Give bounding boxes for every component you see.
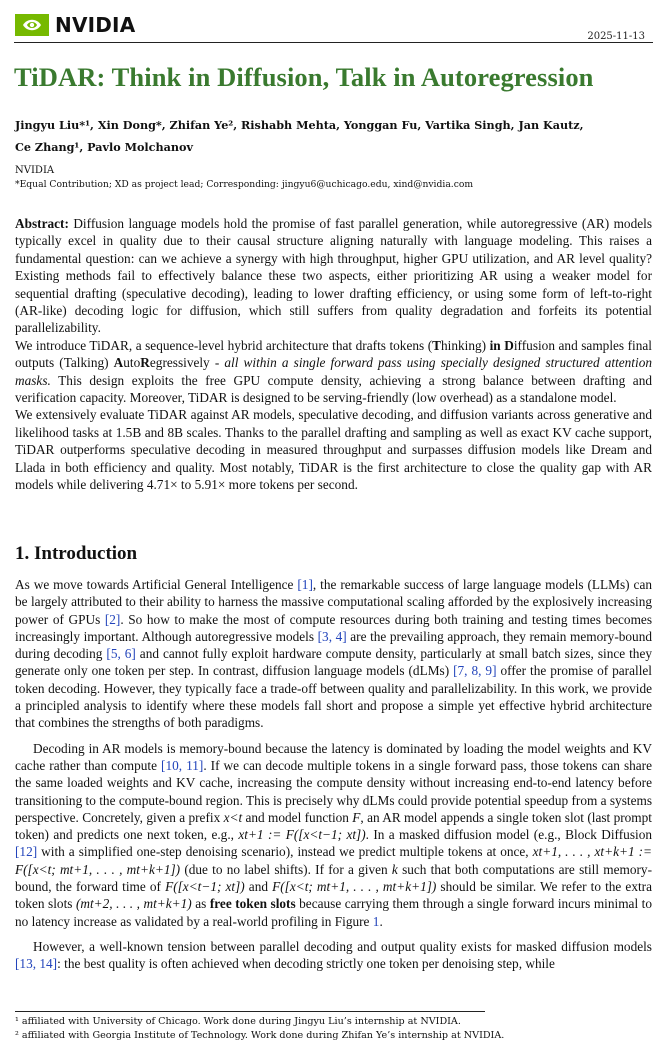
abstract-T: T [432, 337, 442, 353]
intro-text: as [191, 896, 210, 912]
citation-link[interactable]: [13, 14] [15, 956, 58, 972]
authors-line-2: Ce Zhang¹, Pavlo Molchanov [15, 140, 193, 154]
citation-link[interactable]: [10, 11] [161, 757, 204, 773]
brand-wordmark: NVIDIA [55, 13, 136, 37]
publication-date: 2025-11-13 [587, 31, 645, 42]
abstract-paragraph-1 [15, 215, 652, 337]
abstract-A: A [113, 355, 124, 371]
math-expression: x<t [223, 809, 243, 825]
abstract-hinking: hinking) [441, 337, 490, 353]
intro-text: : the best quality is often achieved when decoding strictly one token per denoising step, while [57, 956, 555, 972]
abstract-iffusion: iffusion and samples final outputs (Talking) [15, 337, 652, 371]
footnote-divider [15, 1011, 485, 1012]
intro-text: because carrying them through a single forward incurs minimal to no latency increase as validated by a real-world profiling in Figure [15, 896, 653, 929]
intro-text: Decoding in AR models is memory-bound because the latency is dominated by loading the model weights and KV cache rather than compute [15, 740, 652, 773]
math-expression: F [352, 809, 361, 825]
figure-link[interactable]: 1 [372, 913, 380, 929]
abstract-text-2-rest: This design exploits the free GPU compute density, achieving a strong balance between drafting and verification capacity. Moreover, TiDAR is designed to be serving-friendly (low overhead) as a standalone model. [15, 372, 652, 406]
author-list [15, 114, 645, 158]
math-expression: F([x<t−1; xt]) [165, 879, 245, 895]
citation-link[interactable]: [7, 8, 9] [453, 663, 497, 679]
intro-text: . In a masked diffusion model (e.g., Block Diffusion [365, 827, 652, 843]
abstract-egr: egressively - [149, 355, 225, 371]
abstract-R: R [140, 355, 150, 371]
intro-text: . If we can decode multiple tokens in a single forward pass, those tokens can share the same loaded weights and KV cache, increasing the compute density without increasing end-to-end latency before transitioning to the compute-bound region. This is precisely why dLMs could provide potential speedup from a systems perspective. Concretely, given a prefix [15, 757, 653, 825]
abstract-label: Abstract: [15, 216, 69, 231]
intro-paragraph-3 [15, 938, 652, 973]
footnote-2: ² affiliated with Georgia Institute of Technology. Work done during Zhifan Ye’s internship at NVIDIA. [15, 1030, 505, 1041]
bold-term: free token slots [209, 896, 296, 912]
intro-paragraph-2 [15, 740, 652, 930]
affiliation: NVIDIA [15, 165, 55, 176]
citation-link[interactable]: [2] [104, 611, 121, 627]
intro-text: and cannot fully exploit hardware compute density, particularly at small batch sizes, since they generate only one token per step. In contrast, diffusion language models (dLMs) [15, 646, 652, 679]
section-heading-introduction: 1. Introduction [15, 543, 138, 564]
intro-text: . So how to make the most of compute resources during both training and testing times becomes increasingly important. Although autoregressive models [15, 611, 652, 644]
abstract [15, 215, 652, 494]
nvidia-logo [15, 14, 135, 36]
intro-paragraph-1 [15, 576, 652, 732]
contribution-note: *Equal Contribution; XD as project lead; Corresponding: jingyu6@uchicago.edu, xind@nvidia.com [15, 179, 474, 190]
abstract-paragraph-2 [15, 337, 652, 407]
intro-text: . [379, 913, 383, 929]
intro-text: are the prevailing approach, they remain memory-bound during decoding [15, 628, 652, 662]
math-expression: (mt+2, . . . , mt+k+1) [75, 896, 192, 912]
intro-text: offer the promise of parallel token decoding. However, they typically face a trade-off between quality and parallelizability. In this work, we provide a principled analysis to identify where these models fall short and propose a simple yet effective hybrid architecture that combines the strengths of both paradigms. [15, 663, 652, 731]
abstract-text-2a: We introduce TiDAR, a sequence-level hybrid architecture that drafts tokens ( [15, 337, 433, 353]
abstract-uto: uto [123, 355, 141, 371]
citation-link[interactable]: [3, 4] [317, 628, 347, 644]
nvidia-eye-icon [15, 14, 49, 36]
intro-text: , an AR model appends a single token slot (last prompt token) and predicts one next token, e.g., [15, 809, 652, 843]
intro-text: and [244, 879, 273, 895]
intro-text: As we move towards Artificial General Intelligence [15, 577, 298, 592]
intro-text: should be similar. We refer to the extra token slots [15, 879, 652, 912]
abstract-D: D [504, 337, 514, 353]
authors-line-1: Jingyu Liu*¹, Xin Dong*, Zhifan Ye², Rishabh Mehta, Yonggan Fu, Vartika Singh, Jan Kautz, [15, 118, 584, 132]
math-expression: xt+1, . . . , xt+k+1 := F([x<t; mt+1, . . . , mt+k+1]) [15, 844, 652, 877]
paper-title: TiDAR: Think in Diffusion, Talk in Autoregression [14, 62, 594, 92]
abstract-paragraph-3: We extensively evaluate TiDAR against AR models, speculative decoding, and diffusion variants across generative and likelihood tasks at 1.5B and 8B scales. Thanks to the parallel drafting and sampling as well as exact KV cache support, TiDAR outperforms speculative decoding in measured throughput and surpasses diffusion models like Dream and Llada in both efficiency and quality. Most notably, TiDAR is the first architecture to close the quality gap with AR models while delivering 4.71× to 5.91× more tokens per second. [15, 407, 652, 493]
header-divider [14, 42, 653, 43]
math-expression: F([x<t; mt+1, . . . , mt+k+1]) [272, 879, 437, 895]
footnote-1: ¹ affiliated with University of Chicago. Work done during Jingyu Liu’s internship at NVIDIA. [15, 1016, 461, 1027]
intro-text: , the remarkable success of large language models (LLMs) can be largely attributed to their ability to harness the massive computational scaling afforded by the explosively increasing power of GPUs [15, 577, 652, 627]
abstract-in: in [489, 337, 501, 353]
citation-link[interactable]: [5, 6] [106, 646, 136, 662]
intro-text: (due to no label shifts). If for a given [180, 861, 392, 877]
citation-link[interactable]: [12] [15, 844, 38, 860]
intro-text: However, a well-known tension between parallel decoding and output quality exists for masked diffusion models [33, 938, 652, 954]
citation-link[interactable]: [1] [297, 577, 313, 592]
intro-text: and model function [242, 809, 353, 825]
intro-text: with a simplified one-step denoising scenario), instead we predict multiple tokens at once, [37, 844, 533, 860]
intro-text: such that both computations are still memory-bound, the forward time of [15, 861, 652, 895]
abstract-text-1: Diffusion language models hold the promise of fast parallel generation, while autoregressive (AR) models typically excel in quality due to their causal structure aligning naturally with language modeling. This raises a fundamental question: can we achieve a synergy with high throughput, higher GPU utilization, and AR level quality? Existing methods fail to effectively balance these two aspects, either prioritizing AR using a weaker model for sequential drafting (speculative decoding), leading to lower drafting efficiency, or using some form of left-to-right (AR-like) decoding logic for diffusion, which still suffers from quality degradation and forfeits its potential parallelizability. [15, 216, 652, 336]
abstract-italic: all within a single forward pass using specially designed structured attention masks. [15, 355, 652, 388]
introduction-body [15, 576, 652, 973]
math-expression: k [391, 861, 398, 877]
math-expression: xt+1 := F([x<t−1; xt]) [238, 827, 366, 843]
